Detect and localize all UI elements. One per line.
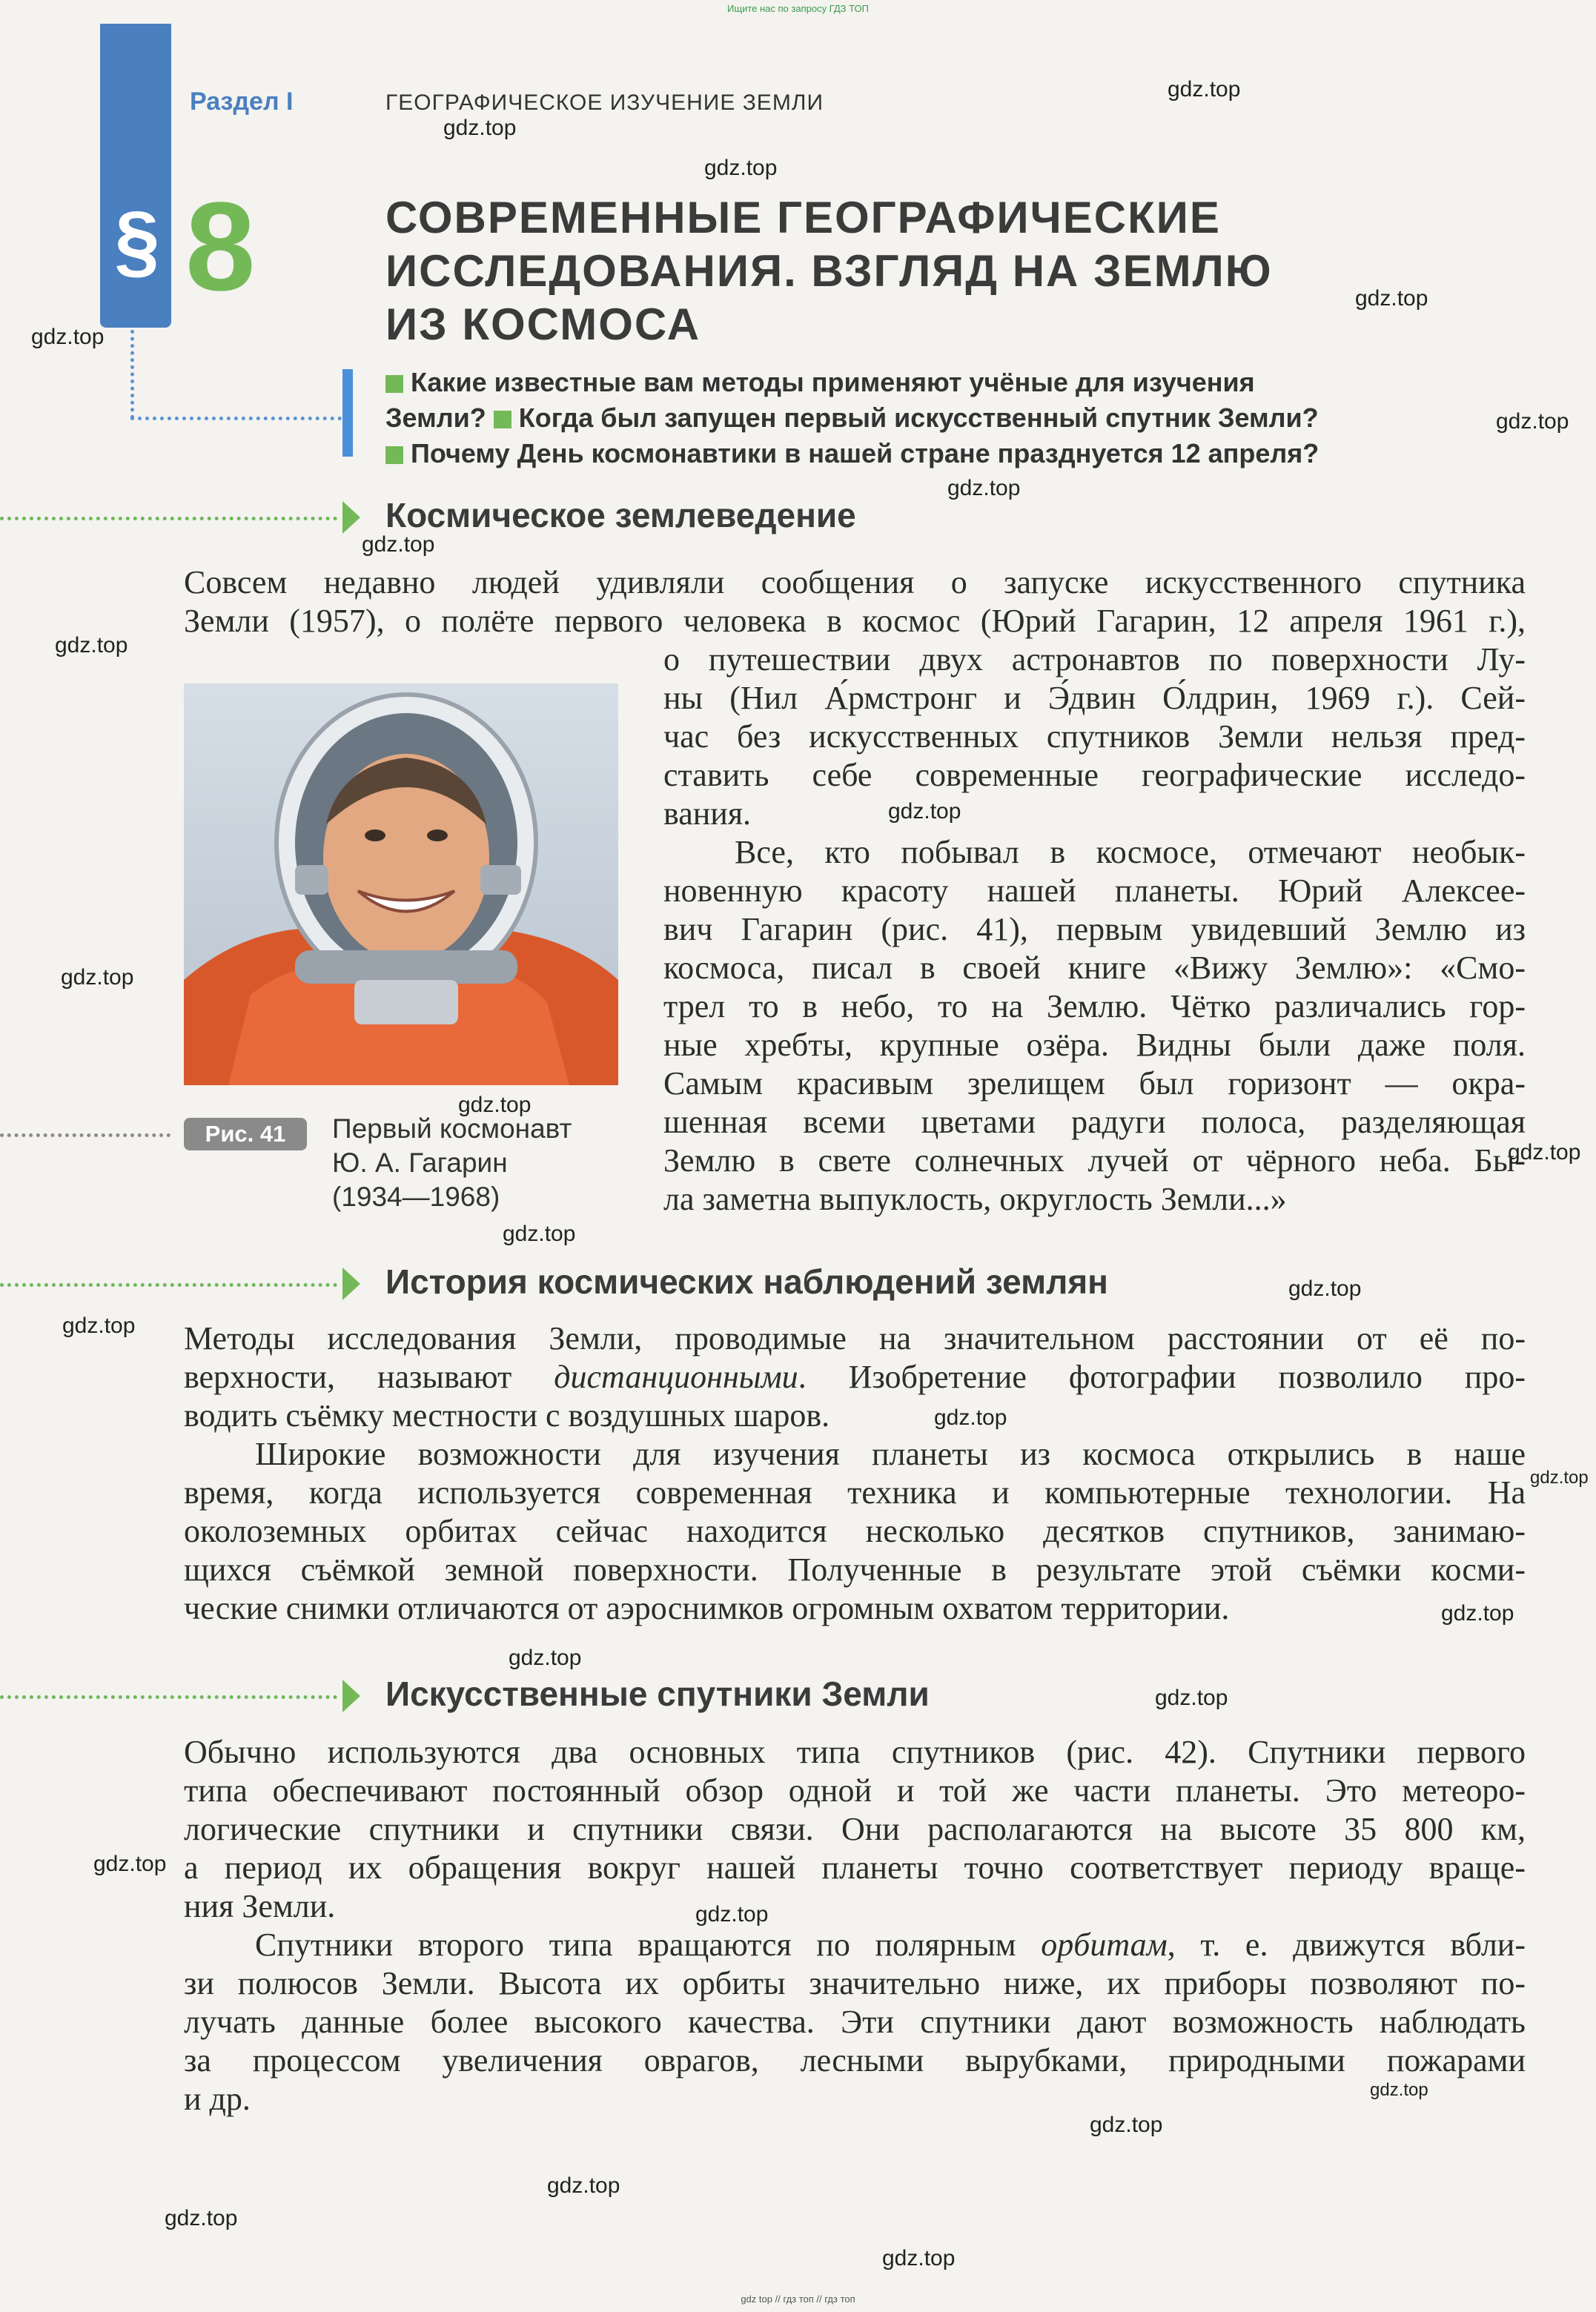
watermark: gdz.top [443,116,517,140]
watermark: gdz.top [934,1405,1007,1430]
figure-caption [332,1112,643,1214]
text-line: космоса, писал в своей книге «Вижу Землю»: «Смо- [663,950,1526,986]
text-line: Землю в свете солнечных лучей от чёрного неба. Бы- [663,1142,1526,1179]
question-text: Какие известные вам методы применяют учёные для изучения [411,367,1255,397]
text-line: шенная всеми цветами радуги полоса, разделяющая [663,1104,1526,1140]
text-line [184,1358,1526,1397]
watermark: gdz.top [362,532,435,557]
dotted-divider-vertical [130,330,134,419]
text-line: новенную красоту нашей планеты. Юрий Алексее- [663,872,1526,909]
text-line: Широкие возможности для изучения планеты из космоса открылись в наше [255,1436,1526,1472]
bullet-square-icon [385,375,403,393]
question-text: Почему День космонавтики в нашей стране празднуется 12 апреля? [411,438,1319,468]
watermark: gdz.top [1530,1468,1589,1488]
dotted-divider [0,1695,337,1699]
term-italic: дистанционными [554,1359,798,1395]
bullet-square-icon [385,446,403,464]
text-line: о путешествии двух астронавтов по поверхности Лу- [663,641,1526,678]
text-line: за процессом увеличения оврагов, лесными вырубками, природными пожарами [184,2042,1526,2079]
caption-line: Первый космонавт [332,1113,572,1144]
watermark: gdz.top [1288,1276,1362,1301]
watermark: gdz.top [62,1314,136,1338]
text-line: а период их обращения вокруг нашей планеты точно соответствует периоду враще- [184,1849,1526,1886]
text-line: Обычно используются два основных типа спутников (рис. 42). Спутники первого [184,1734,1526,1770]
watermark: gdz.top [31,325,105,349]
text-line: время, когда используется современная техника и компьютерные технологии. На [184,1474,1526,1511]
text-span: , т. е. движутся вбли- [1167,1927,1526,1963]
paragraph-sign: § [114,195,160,286]
watermark: gdz.top [61,965,134,990]
section-heading: Космическое землеведение [385,496,856,534]
text-line: околоземных орбитах сейчас находится несколько десятков спутников, занимаю- [184,1513,1526,1549]
intro-questions [385,365,1512,471]
watermark: gdz.top [1508,1140,1581,1165]
section-heading: Искусственные спутники Земли [385,1675,930,1713]
text-line: ла заметна выпуклость, округлость Земли...» [663,1181,1287,1217]
chapter-title-line: ИССЛЕДОВАНИЯ. ВЗГЛЯД НА ЗЕМЛЮ [385,246,1273,296]
body-paragraph [184,1733,1526,2119]
watermark: gdz.top [888,799,961,824]
text-line: ческие снимки отличаются от аэроснимков огромным охватом территории. [184,1590,1230,1626]
text-line: ния Земли. [184,1888,336,1924]
watermark: gdz.top [503,1222,576,1246]
text-span: верхности, называют [184,1359,512,1395]
watermark: gdz.top [1090,2113,1163,2137]
dotted-divider [0,1133,170,1137]
text-line: и др. [184,2081,251,2117]
watermark: gdz.top [509,1646,582,1670]
body-paragraph [184,1319,1526,1628]
watermark: gdz.top [1441,1601,1514,1626]
figure-badge: Рис. 41 [184,1118,307,1150]
caption-line: Ю. А. Гагарин [332,1147,508,1178]
text-line: вания. [663,795,752,832]
watermark: gdz.top [458,1093,532,1117]
watermark: gdz.top [93,1852,167,1876]
text-line: водить съёмку местности с воздушных шаров. [184,1397,830,1434]
section-heading: История космических наблюдений землян [385,1262,1108,1301]
text-line: щихся съёмкой земной поверхности. Полученные в результате этой съёмки косми- [184,1551,1526,1588]
watermark: gdz.top [55,633,128,658]
text-line: ные хребты, крупные озёра. Видны были даже поля. [663,1027,1526,1063]
watermark: gdz.top [1168,77,1241,102]
text-line [184,1926,1526,1964]
dotted-divider [0,1283,337,1287]
watermark: gdz.top [1370,2080,1428,2100]
text-line: зи полюсов Земли. Высота их орбиты значительно ниже, их приборы позволяют по- [184,1965,1526,2001]
text-span: . Изобретение фотографии позволило про- [798,1359,1526,1395]
text-line: Совсем недавно людей удивляли сообщения о запуске искусственного спутника [184,564,1526,600]
text-span: Спутники второго типа вращаются по полярным [255,1927,1016,1963]
caption-line: (1934—1968) [332,1182,500,1212]
text-line: вич Гагарин (рис. 41), первым увидевший Землю из [663,911,1526,947]
text-line: трел то в небо, то на Землю. Чётко различались гор- [663,988,1526,1024]
chapter-title-line: ИЗ КОСМОСА [385,299,701,349]
paragraph-number: 8 [185,176,256,317]
questions-accent-bar [342,369,353,457]
watermark: gdz.top [947,476,1021,500]
arrow-icon [342,501,360,534]
text-line: ставить себе современные географические исследо- [663,757,1526,793]
watermark: gdz.top [704,156,778,180]
body-paragraph [184,563,1526,640]
dotted-divider [0,517,337,520]
text-line: ны (Нил А́рмстронг и Э́двин О́лдрин, 1969 г.). Сей- [663,680,1526,716]
text-line: логические спутники и спутники связи. Они располагаются на высоте 35 800 км, [184,1811,1526,1847]
question-text: Земли? [385,403,486,433]
text-line: Самым красивым зрелищем был горизонт — окра- [663,1065,1526,1102]
text-line: лучать данные более высокого качества. Эти спутники дают возможность наблюдать [184,2004,1526,2040]
watermark: gdz.top [547,2173,620,2198]
watermark: gdz.top [882,2246,956,2270]
body-paragraph-right [663,640,1526,1219]
dotted-divider-horizontal [130,417,342,420]
watermark: gdz.top [695,1902,769,1927]
section-title: ГЕОГРАФИЧЕСКОЕ ИЗУЧЕНИЕ ЗЕМЛИ [385,90,824,115]
text-line: типа обеспечивают постоянный обзор одной и той же части планеты. Это метеоро- [184,1772,1526,1809]
text-line: Все, кто побывал в космосе, отмечают необык- [735,834,1526,870]
watermark: gdz.top [165,2206,238,2230]
watermark: gdz.top [1496,409,1569,434]
section-label: Раздел I [190,87,294,116]
chapter-title-line: СОВРЕМЕННЫЕ ГЕОГРАФИЧЕСКИЕ [385,193,1221,242]
text-line: Земли (1957), о полёте первого человека в космос (Юрий Гагарин, 12 апреля 1961 г.), [184,603,1526,639]
bottom-note: gdz top // гдз топ // гдз топ [741,2293,855,2305]
watermark: gdz.top [1355,286,1428,311]
question-text: Когда был запущен первый искусственный спутник Земли? [518,403,1319,433]
text-line: Методы исследования Земли, проводимые на значительном расстоянии от её по- [184,1320,1526,1357]
top-note: Ищите нас по запросу ГДЗ ТОП [727,3,869,14]
text-line: час без искусственных спутников Земли нельзя пред- [663,718,1526,755]
arrow-icon [342,1268,360,1300]
gagarin-photo [184,683,618,1085]
arrow-icon [342,1680,360,1712]
bullet-square-icon [494,411,511,428]
term-italic: орбитам [1041,1927,1168,1963]
chapter-title [385,191,1557,351]
watermark: gdz.top [1155,1686,1228,1710]
